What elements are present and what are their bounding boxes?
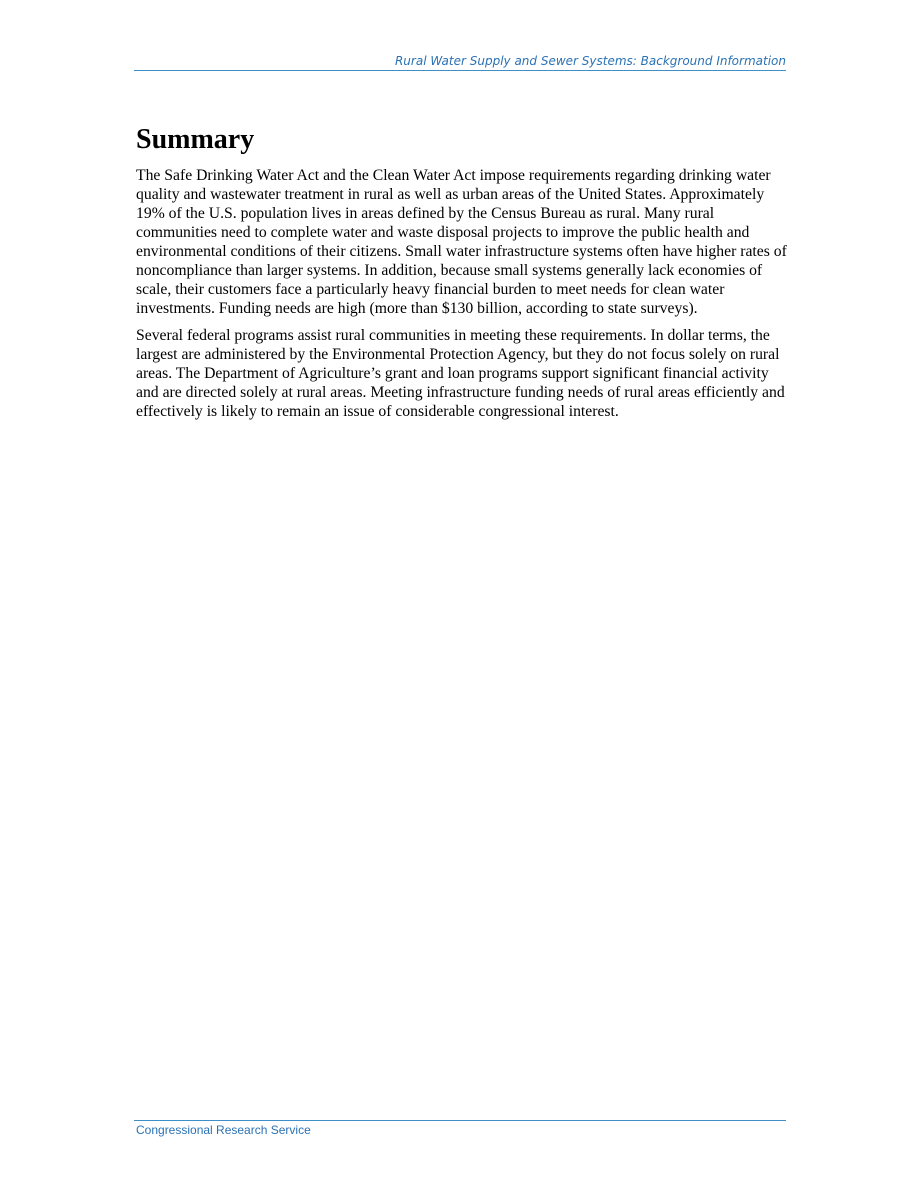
footer-organization: Congressional Research Service: [136, 1123, 311, 1137]
footer-divider: [134, 1120, 786, 1121]
running-header: Rural Water Supply and Sewer Systems: Background Information: [134, 54, 786, 71]
summary-title: Summary: [136, 124, 255, 155]
summary-paragraph-2: Several federal programs assist rural communities in meeting these requirements. In dollar terms, the largest are administered by the Environmental Protection Agency, but they do not focus solely on rural areas. The Department of Agriculture’s grant and loan programs support significant financial activity and are directed solely at rural areas. Meeting infrastructure funding needs of rural areas efficiently and effectively is likely to remain an issue of considerable congressional interest.: [136, 327, 785, 420]
summary-section: [136, 120, 788, 429]
summary-paragraph-1: The Safe Drinking Water Act and the Clean Water Act impose requirements regarding drinking water quality and wastewater treatment in rural as well as urban areas of the United States. Approximately 19% of the U.S. population lives in areas defined by the Census Bureau as rural. Many rural communities need to complete water and waste disposal projects to improve the public health and environmental conditions of their citizens. Small water infrastructure systems often have higher rates of noncompliance than larger systems. In addition, because small systems generally lack economies of scale, their customers face a particularly heavy financial burden to meet needs for clean water investments. Funding needs are high (more than $130 billion, according to state surveys).: [136, 167, 787, 317]
